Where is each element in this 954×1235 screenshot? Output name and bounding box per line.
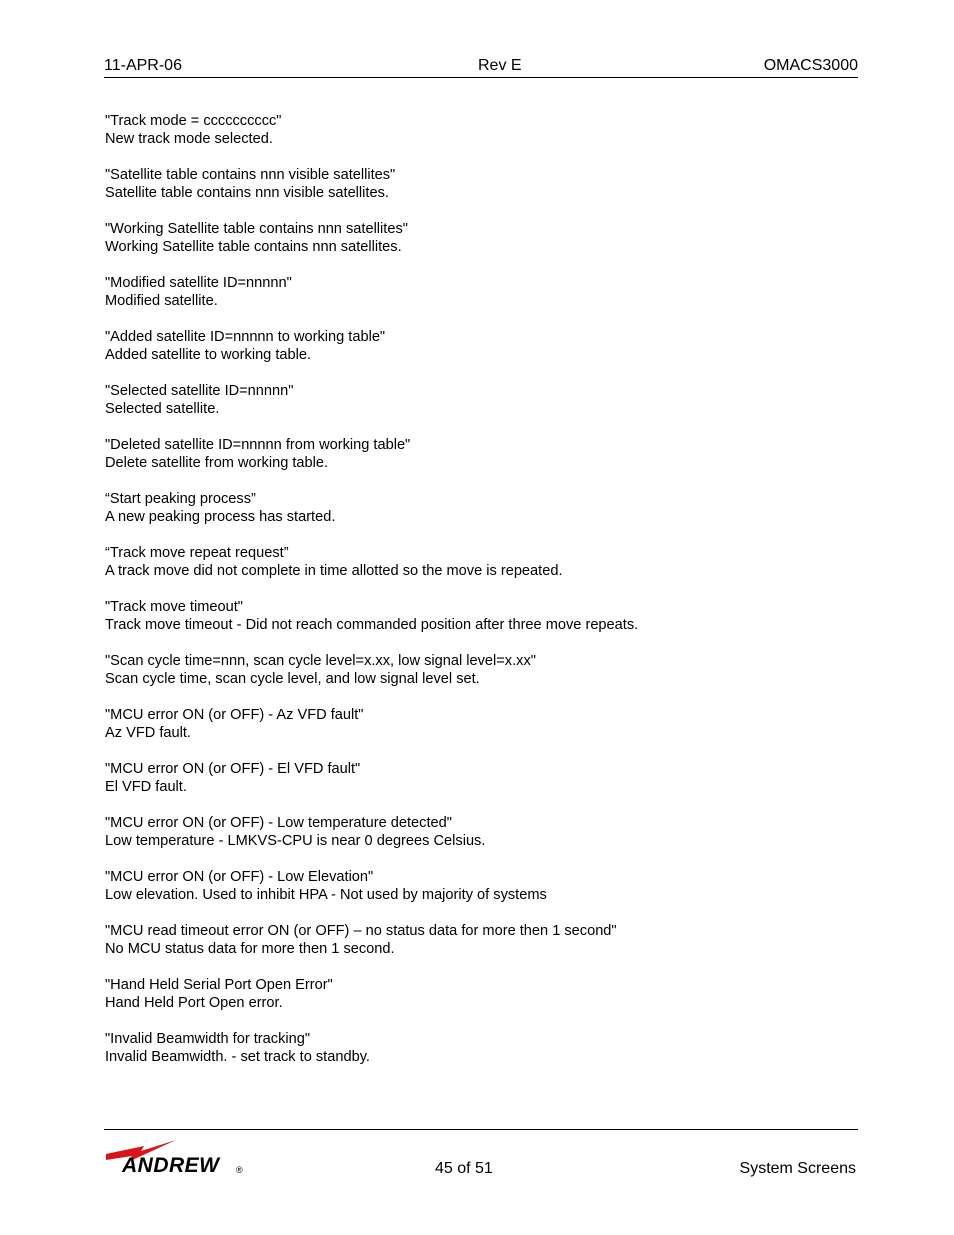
- list-item: [105, 976, 855, 1030]
- message-description: Modified satellite.: [105, 293, 218, 309]
- list-item: [105, 706, 855, 760]
- list-item: [105, 112, 855, 166]
- message-text: "MCU error ON (or OFF) - Low Elevation": [105, 869, 374, 885]
- message-text: "MCU error ON (or OFF) - Az VFD fault": [105, 707, 364, 723]
- message-text: "Added satellite ID=nnnnn to working table": [105, 329, 386, 345]
- logo-registered-mark: ®: [236, 1165, 243, 1175]
- list-item: [105, 220, 855, 274]
- list-item: [105, 436, 855, 490]
- message-description: A new peaking process has started.: [105, 509, 336, 525]
- header-document-id: OMACS3000: [763, 57, 858, 74]
- message-description: Low temperature - LMKVS-CPU is near 0 degrees Celsius.: [105, 833, 486, 849]
- list-item: [105, 1030, 855, 1084]
- message-list: [105, 112, 855, 1084]
- message-description: El VFD fault.: [105, 779, 187, 795]
- list-item: [105, 166, 855, 220]
- list-item: [105, 544, 855, 598]
- message-text: “Track move repeat request”: [105, 545, 289, 561]
- message-text: "Track move timeout": [105, 599, 243, 615]
- message-description: No MCU status data for more then 1 second.: [105, 941, 395, 957]
- message-text: "Track mode = cccccccccc": [105, 113, 282, 129]
- message-description: Satellite table contains nnn visible satellites.: [105, 185, 389, 201]
- message-description: New track mode selected.: [105, 131, 273, 147]
- footer-divider: [104, 1129, 858, 1130]
- message-text: "Deleted satellite ID=nnnnn from working table": [105, 437, 411, 453]
- message-text: "Satellite table contains nnn visible satellites": [105, 167, 396, 183]
- message-description: Selected satellite.: [105, 401, 220, 417]
- andrew-logo: [104, 1132, 249, 1178]
- list-item: [105, 922, 855, 976]
- list-item: [105, 868, 855, 922]
- message-text: "MCU error ON (or OFF) - El VFD fault": [105, 761, 361, 777]
- message-text: "MCU read timeout error ON (or OFF) – no status data for more then 1 second": [105, 923, 617, 939]
- list-item: [105, 328, 855, 382]
- message-text: "Modified satellite ID=nnnnn": [105, 275, 292, 291]
- message-description: Low elevation. Used to inhibit HPA - Not used by majority of systems: [105, 887, 547, 903]
- message-text: "Hand Held Serial Port Open Error": [105, 977, 333, 993]
- message-description: Added satellite to working table.: [105, 347, 312, 363]
- list-item: [105, 598, 855, 652]
- list-item: [105, 274, 855, 328]
- page-number: 45 of 51: [435, 1160, 493, 1177]
- message-description: Working Satellite table contains nnn satellites.: [105, 239, 402, 255]
- message-description: Track move timeout - Did not reach commanded position after three move repeats.: [105, 617, 639, 633]
- logo-wordmark: ANDREW: [122, 1154, 220, 1177]
- message-description: A track move did not complete in time allotted so the move is repeated.: [105, 563, 563, 579]
- message-text: “Start peaking process”: [105, 491, 256, 507]
- message-description: Hand Held Port Open error.: [105, 995, 283, 1011]
- message-text: "MCU error ON (or OFF) - Low temperature detected": [105, 815, 452, 831]
- message-description: Scan cycle time, scan cycle level, and low signal level set.: [105, 671, 480, 687]
- list-item: [105, 490, 855, 544]
- message-text: "Working Satellite table contains nnn satellites": [105, 221, 408, 237]
- message-description: Invalid Beamwidth. - set track to standby.: [105, 1049, 370, 1065]
- list-item: [105, 760, 855, 814]
- list-item: [105, 814, 855, 868]
- header-divider: [104, 77, 858, 78]
- list-item: [105, 652, 855, 706]
- message-text: "Invalid Beamwidth for tracking": [105, 1031, 311, 1047]
- message-description: Delete satellite from working table.: [105, 455, 329, 471]
- message-text: "Scan cycle time=nnn, scan cycle level=x.xx, low signal level=x.xx": [105, 653, 536, 669]
- header-revision: Rev E: [478, 57, 522, 74]
- section-title: System Screens: [739, 1160, 856, 1177]
- message-description: Az VFD fault.: [105, 725, 191, 741]
- message-text: "Selected satellite ID=nnnnn": [105, 383, 294, 399]
- page-header: [104, 56, 858, 78]
- list-item: [105, 382, 855, 436]
- header-date: 11-APR-06: [104, 57, 182, 74]
